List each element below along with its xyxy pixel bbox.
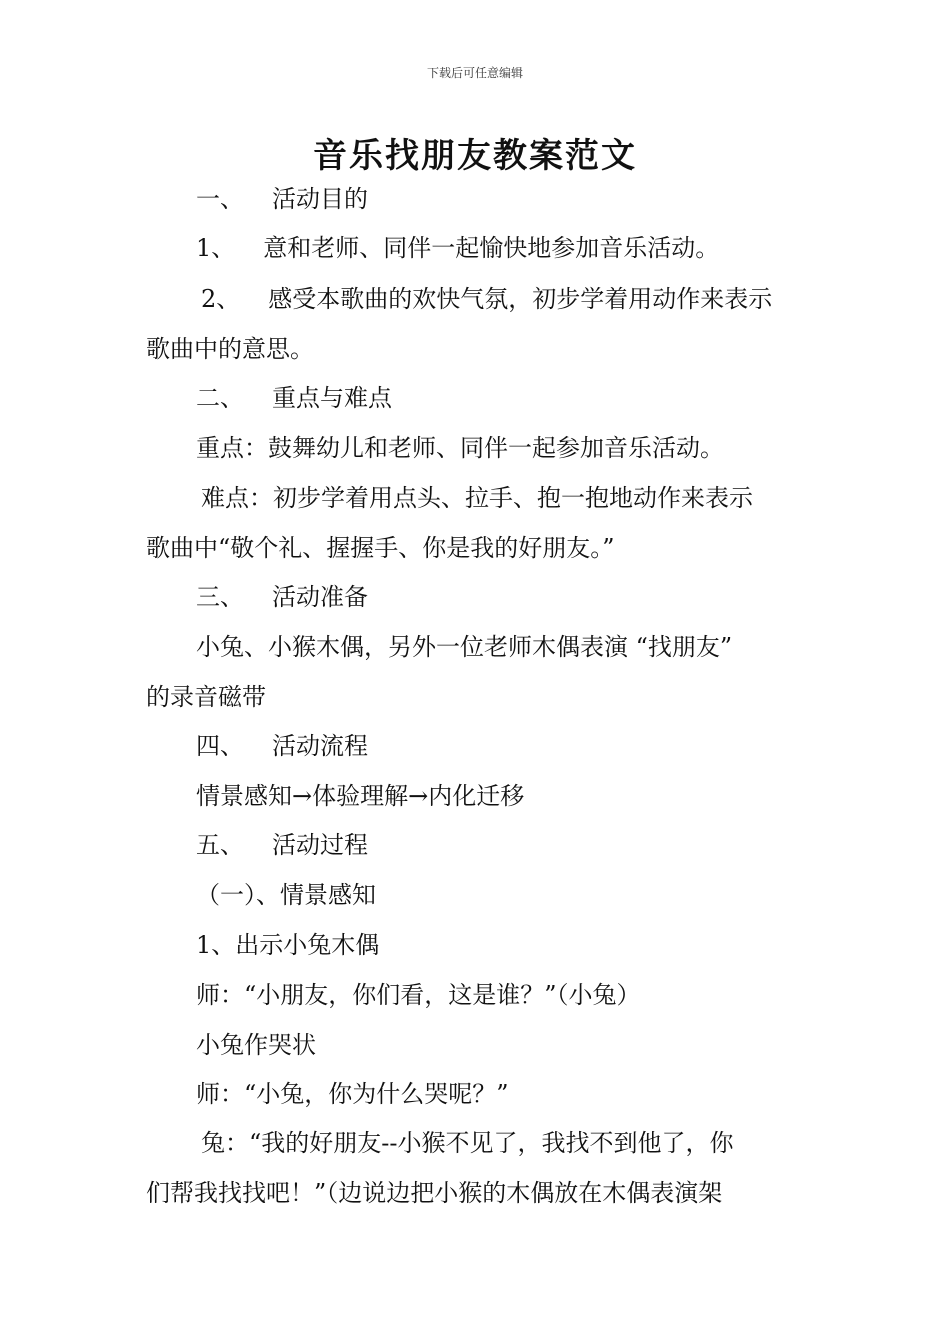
- item-number: 1、: [196, 234, 236, 262]
- paragraph-line: 难点：初步学着用点头、拉手、抱一抱地动作来表示: [201, 484, 753, 512]
- section-title: 活动准备: [272, 583, 368, 611]
- section-title: 活动流程: [272, 732, 368, 760]
- paragraph-line: 情景感知→体验理解→内化迁移: [196, 782, 525, 810]
- section-heading-3: [196, 572, 861, 622]
- section-heading-1: [196, 174, 861, 224]
- section-number: 一、: [196, 185, 244, 213]
- goal-item-2: [201, 274, 866, 324]
- goal-item-1: [196, 223, 861, 273]
- document-title: 音乐找朋友教案范文: [313, 136, 637, 176]
- section-number: 四、: [196, 732, 244, 760]
- section-number: 五、: [196, 831, 244, 859]
- item-text: 感受本歌曲的欢快气氛，初步学着用动作来表示: [268, 285, 773, 313]
- subsection-heading: （一）、情景感知: [196, 881, 376, 909]
- paragraph-line: 的录音磁带: [146, 683, 266, 711]
- item-text: 意和老师、同伴一起愉快地参加音乐活动。: [263, 234, 720, 262]
- paragraph-line: 师：“小朋友，你们看，这是谁？”（小兔）: [196, 981, 641, 1009]
- header-note: 下载后可任意编辑: [426, 66, 523, 80]
- paragraph-line: 师：“小兔，你为什么哭呢？”: [196, 1080, 509, 1108]
- paragraph-line: 歌曲中的意思。: [146, 335, 314, 363]
- section-number: 三、: [196, 583, 244, 611]
- section-heading-2: [196, 373, 861, 423]
- section-heading-4: [196, 721, 861, 771]
- paragraph-line: 歌曲中“敬个礼、握握手、你是我的好朋友。”: [146, 534, 615, 562]
- paragraph-line: 重点：鼓舞幼儿和老师、同伴一起参加音乐活动。: [196, 434, 724, 462]
- section-title: 重点与难点: [272, 384, 392, 412]
- paragraph-line: 们帮我找找吧！”（边说边把小猴的木偶放在木偶表演架: [146, 1179, 723, 1207]
- paragraph-line: 小兔、小猴木偶，另外一位老师木偶表演 “找朋友”: [196, 633, 733, 661]
- paragraph-line: 小兔作哭状: [196, 1031, 316, 1059]
- section-title: 活动目的: [272, 185, 368, 213]
- section-number: 二、: [196, 384, 244, 412]
- section-heading-5: [196, 820, 861, 870]
- paragraph-line: 兔：“我的好朋友--小猴不见了，我找不到他了，你: [201, 1129, 734, 1157]
- item-number: 2、: [201, 285, 241, 313]
- section-title: 活动过程: [272, 831, 368, 859]
- paragraph-line: 1、出示小兔木偶: [196, 931, 380, 959]
